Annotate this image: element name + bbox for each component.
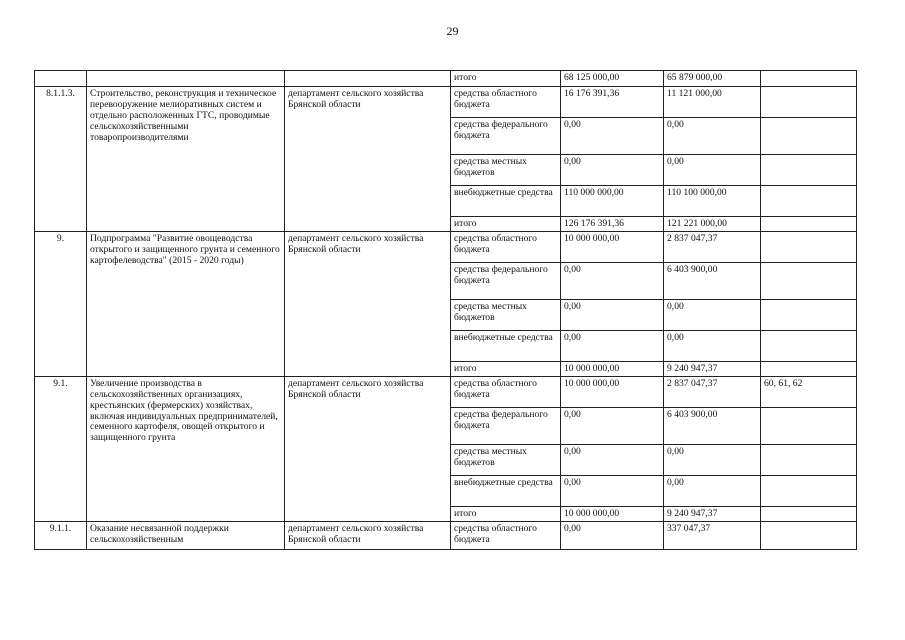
actual-amount: 65 879 000,00 [664,71,761,87]
funding-source: итого [451,71,561,87]
planned-amount: 10 000 000,00 [561,376,664,407]
table-row [35,521,857,549]
indicator-numbers [761,521,857,549]
actual-amount: 2 837 047,37 [664,376,761,407]
funding-source: итого [451,217,561,232]
planned-amount: 0,00 [561,521,664,549]
indicator-numbers [761,217,857,232]
actual-amount: 0,00 [664,155,761,186]
funding-source: итого [451,506,561,521]
item-number: 9.1.1. [35,521,87,549]
planned-amount: 10 000 000,00 [561,231,664,262]
indicator-numbers [761,330,857,361]
planned-amount: 16 176 391,36 [561,87,664,118]
actual-amount: 6 403 900,00 [664,262,761,299]
funding-source: средства областного бюджета [451,376,561,407]
actual-amount: 2 837 047,37 [664,231,761,262]
planned-amount: 0,00 [561,407,664,444]
responsible-department [285,71,451,87]
actual-amount: 9 240 947,37 [664,506,761,521]
page-number: 29 [446,24,459,38]
table-row [35,87,857,118]
actual-amount: 0,00 [664,330,761,361]
item-name: Увеличение производства в сельскохозяйственных организациях, крестьянских (фермерских) хозяйствах, включая индивидуальных предпринимателей, семенного картофеля, овощей открытого и защищенного грунта [87,376,285,521]
planned-amount: 0,00 [561,444,664,475]
planned-amount: 0,00 [561,118,664,155]
responsible-department: департамент сельского хозяйства Брянской области [285,521,451,549]
planned-amount: 0,00 [561,155,664,186]
item-number: 8.1.1.3. [35,87,87,232]
item-name: Оказание несвязанной поддержки сельскохозяйственным [87,521,285,549]
planned-amount: 10 000 000,00 [561,361,664,376]
indicator-numbers [761,87,857,118]
actual-amount: 0,00 [664,475,761,506]
indicator-numbers [761,231,857,262]
indicator-numbers [761,71,857,87]
table-row [35,71,857,87]
planned-amount: 0,00 [561,262,664,299]
planned-amount: 126 176 391,36 [561,217,664,232]
indicator-numbers [761,155,857,186]
funding-source: средства федерального бюджета [451,262,561,299]
indicator-numbers [761,506,857,521]
table-row [35,376,857,407]
actual-amount: 6 403 900,00 [664,407,761,444]
item-number [35,71,87,87]
item-name: Строительство, реконструкция и техническое перевооружение мелиоративных систем и отдельно расположенных ГТС, проводимые сельскохозяйственными товаропроизводителями [87,87,285,232]
actual-amount: 110 100 000,00 [664,186,761,217]
indicator-numbers [761,118,857,155]
funding-source: средства федерального бюджета [451,118,561,155]
responsible-department: департамент сельского хозяйства Брянской области [285,87,451,232]
responsible-department: департамент сельского хозяйства Брянской области [285,376,451,521]
item-name [87,71,285,87]
planned-amount: 110 000 000,00 [561,186,664,217]
indicator-numbers [761,475,857,506]
funding-source: средства областного бюджета [451,231,561,262]
table-row [35,231,857,262]
actual-amount: 9 240 947,37 [664,361,761,376]
indicator-numbers [761,444,857,475]
indicator-numbers [761,299,857,330]
responsible-department: департамент сельского хозяйства Брянской области [285,231,451,376]
funding-source: внебюджетные средства [451,186,561,217]
actual-amount: 121 221 000,00 [664,217,761,232]
funding-source: итого [451,361,561,376]
planned-amount: 68 125 000,00 [561,71,664,87]
funding-source: средства местных бюджетов [451,155,561,186]
funding-source: внебюджетные средства [451,330,561,361]
funding-source: средства областного бюджета [451,521,561,549]
actual-amount: 0,00 [664,444,761,475]
item-number: 9.1. [35,376,87,521]
planned-amount: 0,00 [561,330,664,361]
actual-amount: 0,00 [664,118,761,155]
indicator-numbers [761,186,857,217]
budget-table [34,70,857,550]
planned-amount: 10 000 000,00 [561,506,664,521]
planned-amount: 0,00 [561,299,664,330]
budget-table-body [35,71,857,550]
item-number: 9. [35,231,87,376]
actual-amount: 0,00 [664,299,761,330]
indicator-numbers [761,361,857,376]
funding-source: внебюджетные средства [451,475,561,506]
item-name: Подпрограмма "Развитие овощеводства открытого и защищенного грунта и семенного картофелеводства" (2015 - 2020 годы) [87,231,285,376]
indicator-numbers: 60, 61, 62 [761,376,857,407]
indicator-numbers [761,407,857,444]
funding-source: средства местных бюджетов [451,299,561,330]
actual-amount: 337 047,37 [664,521,761,549]
indicator-numbers [761,262,857,299]
planned-amount: 0,00 [561,475,664,506]
funding-source: средства федерального бюджета [451,407,561,444]
actual-amount: 11 121 000,00 [664,87,761,118]
funding-source: средства местных бюджетов [451,444,561,475]
funding-source: средства областного бюджета [451,87,561,118]
